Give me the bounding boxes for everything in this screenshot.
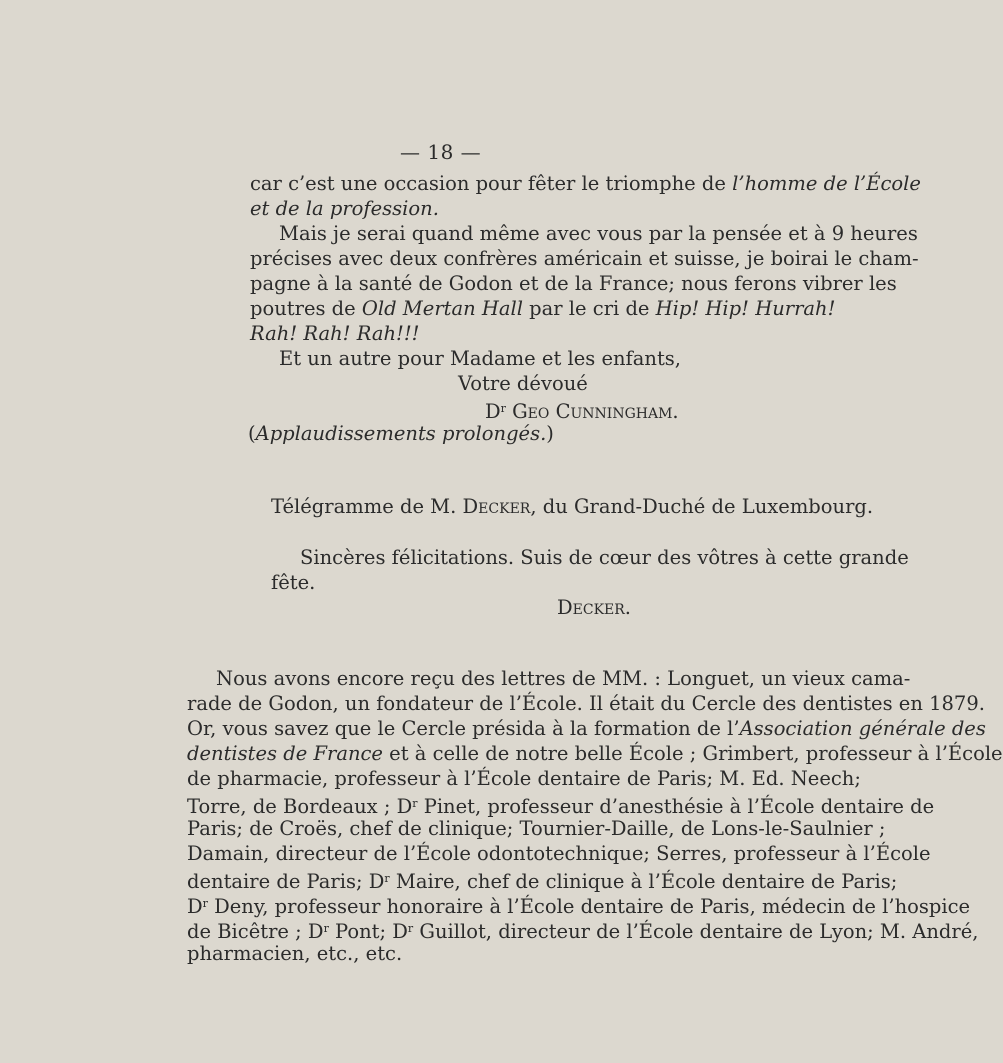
- text-line: Et un autre pour Madame et les enfants,: [279, 347, 681, 370]
- telegram-text: fête.: [271, 571, 316, 594]
- text-line: rade de Godon, un fondateur de l’École. Il était du Cercle des dentistes en 1879.: [187, 692, 985, 715]
- text-line: Torre, de Bordeaux ; $D^r$ Pinet, professeur d’anesthésie à l’École dentaire de: [187, 795, 935, 818]
- text-line: pagne à la santé de Godon et de la France; nous ferons vibrer les: [250, 272, 897, 295]
- text-line: et de la profession.: [250, 197, 439, 220]
- text-line: dentistes de France et à celle de notre belle École ; Grimbert, professeur à l’École: [187, 742, 1003, 765]
- text-line: Mais je serai quand même avec vous par la pensée et à 9 heures: [279, 222, 918, 245]
- text-line: car c’est une occasion pour fêter le triomphe de l’homme de l’École: [250, 172, 921, 195]
- text-line: Damain, directeur de l’École odontotechnique; Serres, professeur à l’École: [187, 842, 931, 865]
- applause-note: (Applaudissements prolongés.): [248, 422, 554, 445]
- closing-salutation: Votre dévoué: [458, 372, 588, 395]
- text-line: Paris; de Croës, chef de clinique; Tournier-Daille, de Lons-le-Saulnier ;: [187, 817, 886, 840]
- text-line: $D^r$ Deny, professeur honoraire à l’École dentaire de Paris, médecin de l’hospice: [187, 895, 971, 918]
- page-number: — 18 —: [400, 140, 482, 164]
- text-line: précises avec deux confrères américain et suisse, je boirai le cham-: [250, 247, 919, 270]
- text-line: dentaire de Paris; $D^r$ Maire, chef de clinique à l’École dentaire de Paris;: [187, 870, 898, 893]
- text-line: pharmacien, etc., etc.: [187, 942, 403, 965]
- telegram-heading: Télégramme de M. Decker, du Grand-Duché de Luxembourg.: [271, 495, 874, 518]
- text-line: de pharmacie, professeur à l’École dentaire de Paris; M. Ed. Neech;: [187, 767, 861, 790]
- text-line: poutres de Old Mertan Hall par le cri de Hip! Hip! Hurrah!: [250, 297, 836, 320]
- telegram-signature: Decker.: [557, 596, 631, 619]
- text-line: Nous avons encore reçu des lettres de MM. : Longuet, un vieux cama-: [216, 667, 911, 690]
- text-line: de Bicêtre ; $D^r$ Pont; $D^r$ Guillot, directeur de l’École dentaire de Lyon; M. André,: [187, 920, 979, 943]
- text-line: Rah! Rah! Rah!!!: [250, 322, 420, 345]
- telegram-text: Sincères félicitations. Suis de cœur des vôtres à cette grande: [300, 546, 909, 569]
- signature: $D^r$ Geo Cunningham.: [485, 400, 679, 423]
- text-line: Or, vous savez que le Cercle présida à la formation de l’Association générale des: [187, 717, 986, 740]
